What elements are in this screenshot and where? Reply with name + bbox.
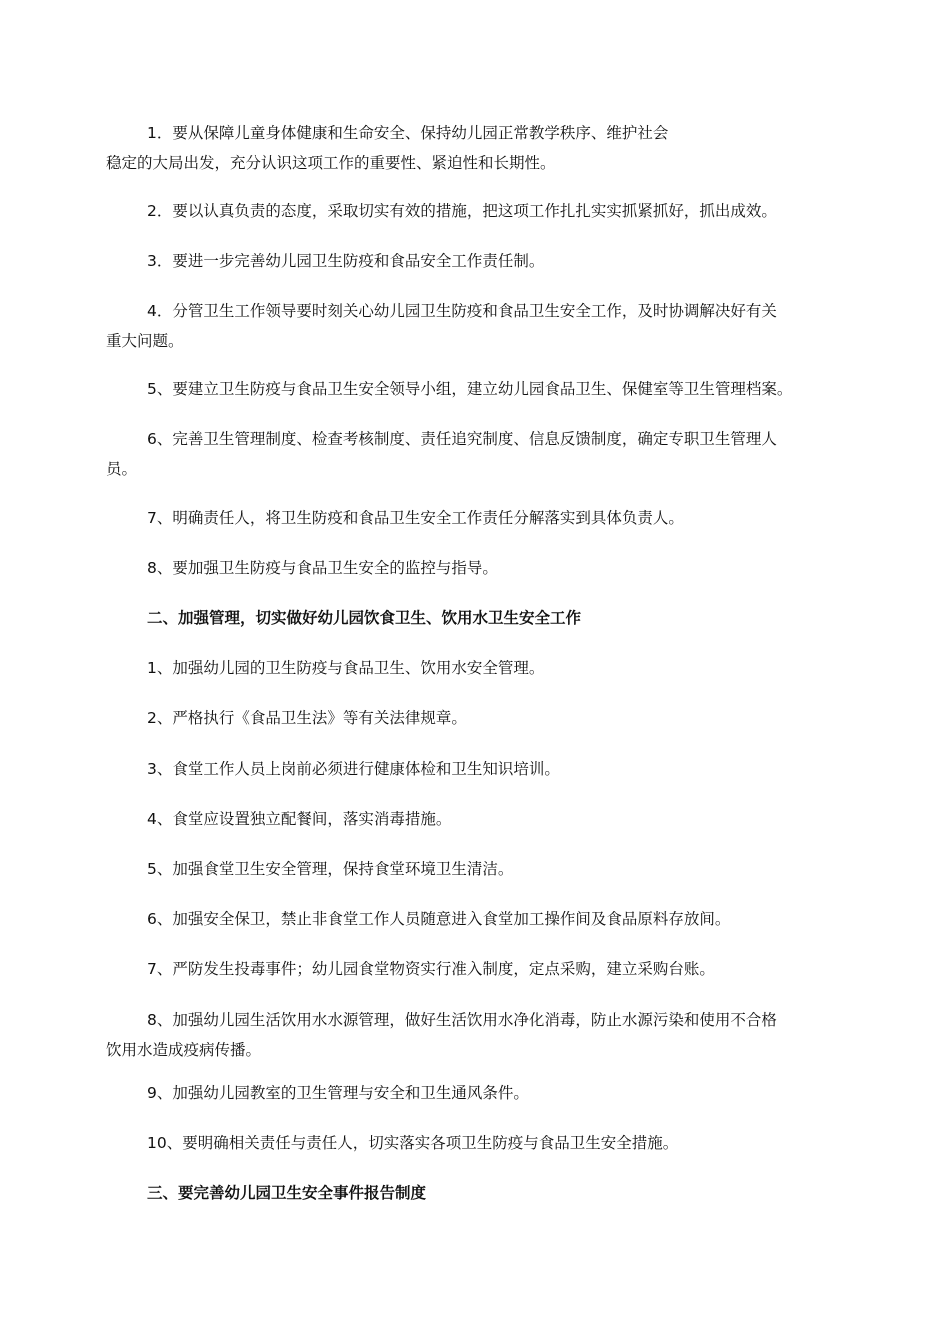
section-2-item-1: 1、加强幼儿园的卫生防疫与食品卫生、饮用水安全管理。 — [147, 659, 545, 677]
section-2-item-10: 10、要明确相关责任与责任人，切实落实各项卫生防疫与食品卫生安全措施。 — [147, 1134, 679, 1152]
section-2-item-3: 3、食堂工作人员上岗前必须进行健康体检和卫生知识培训。 — [147, 760, 560, 778]
section-2-item-8: 8、加强幼儿园生活饮用水水源管理，做好生活饮用水净化消毒，防止水源污染和使用不合格 饮用水造成疫病传播。 — [106, 1011, 777, 1059]
paragraph-2: 2．要以认真负责的态度，采取切实有效的措施，把这项工作扎扎实实抓紧抓好，抓出成效。 — [147, 202, 777, 220]
paragraph-4: 4．分管卫生工作领导要时刻关心幼儿园卫生防疫和食品卫生安全工作，及时协调解决好有关 重大问题。 — [106, 302, 777, 350]
section-2-heading: 二、加强管理，切实做好幼儿园饮食卫生、饮用水卫生安全工作 — [147, 609, 582, 627]
paragraph-5: 5、要建立卫生防疫与食品卫生安全领导小组，建立幼儿园食品卫生、保健室等卫生管理档案。 — [147, 380, 793, 398]
section-2-item-7: 7、严防发生投毒事件；幼儿园食堂物资实行准入制度，定点采购，建立采购台账。 — [147, 960, 715, 978]
paragraph-8: 8、要加强卫生防疫与食品卫生安全的监控与指导。 — [147, 559, 498, 577]
section-2-item-2: 2、严格执行《食品卫生法》等有关法律规章。 — [147, 709, 467, 727]
paragraph-3: 3．要进一步完善幼儿园卫生防疫和食品安全工作责任制。 — [147, 252, 545, 270]
section-2-item-9: 9、加强幼儿园教室的卫生管理与安全和卫生通风条件。 — [147, 1084, 529, 1102]
section-3-heading: 三、要完善幼儿园卫生安全事件报告制度 — [147, 1184, 427, 1202]
paragraph-7: 7、明确责任人，将卫生防疫和食品卫生安全工作责任分解落实到具体负责人。 — [147, 509, 684, 527]
section-2-item-4: 4、食堂应设置独立配餐间，落实消毒措施。 — [147, 810, 452, 828]
section-2-item-6: 6、加强安全保卫，禁止非食堂工作人员随意进入食堂加工操作间及食品原料存放间。 — [147, 910, 731, 928]
paragraph-6: 6、完善卫生管理制度、检查考核制度、责任追究制度、信息反馈制度，确定专职卫生管理人 员。 — [106, 430, 777, 478]
section-2-item-5: 5、加强食堂卫生安全管理，保持食堂环境卫生清洁。 — [147, 860, 514, 878]
paragraph-1: 1．要从保障儿童身体健康和生命安全、保持幼儿园正常教学秩序、维护社会 稳定的大局出发，充分认识这项工作的重要性、紧迫性和长期性。 — [106, 124, 669, 172]
